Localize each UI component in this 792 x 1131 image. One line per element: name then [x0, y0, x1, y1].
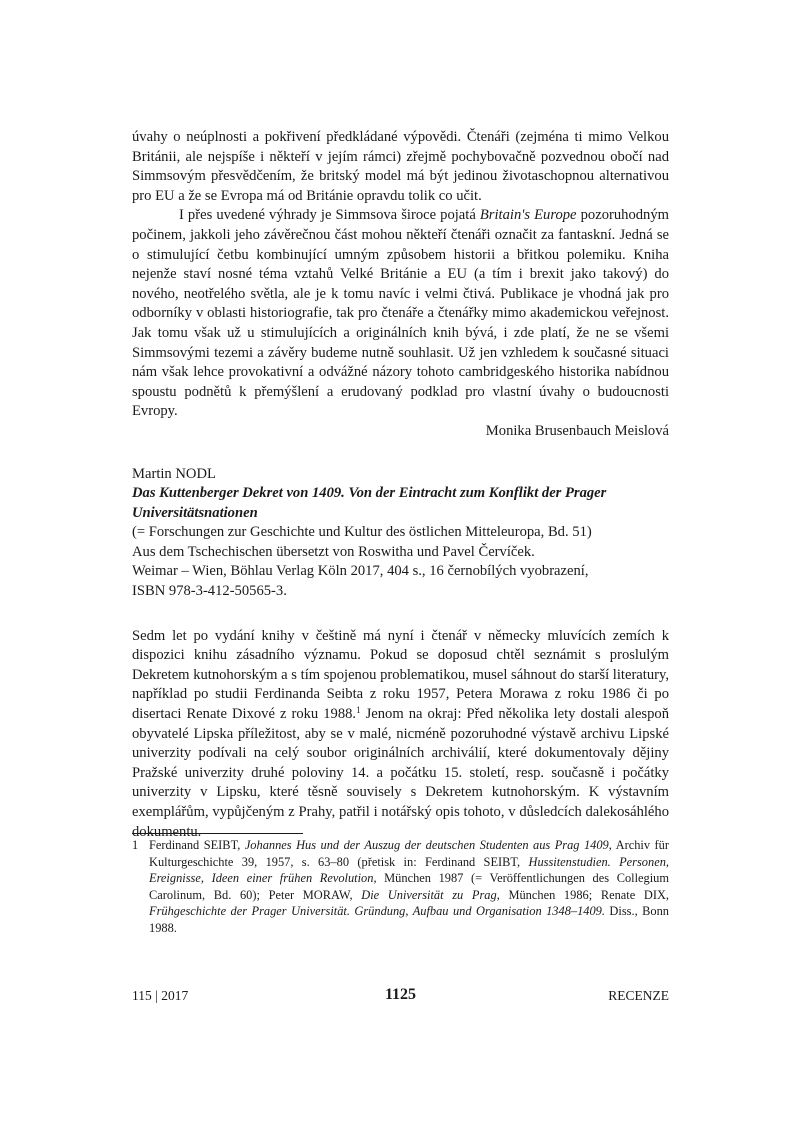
page-footer — [132, 988, 669, 1008]
text-run: Sedm let po vydání knihy v češtině má nyní i čtenář v německy mluvících zemích k dispozici knihu zásadního významu. Pokud se doposud chtěl seznámit s proslulým Dekretem kutnohorským a s tím spojenou problematikou, musel sáhnout do starší literatury, například po studii Ferdinanda Seibta z roku 1957, Petera Morawa z roku 1986 či po disertaci Renate Dixové z roku 1988. — [132, 627, 669, 723]
footnote-rule — [132, 833, 303, 834]
entry-isbn: ISBN 978-3-412-50565-3. — [132, 583, 287, 600]
footnote-number: 1 — [132, 838, 139, 852]
paragraph — [132, 206, 669, 422]
entry-series: (= Forschungen zur Geschichte und Kultur des östlichen Mitteleuropa, Bd. 51) — [132, 524, 592, 541]
entry-translation: Aus dem Tschechischen übersetzt von Roswitha und Pavel Červíček. — [132, 543, 535, 560]
entry-publisher: Weimar – Wien, Böhlau Verlag Köln 2017, 404 s., 16 černobílých vyobrazení, — [132, 563, 589, 580]
book-title-inline: Britain's Europe — [479, 207, 577, 224]
footnote-ref: 1 — [356, 705, 361, 716]
review-paragraph — [132, 627, 669, 843]
text-run: Jenom na okraj: Před několika lety dostali alespoň obyvatelé Lipska příležitost, aby se v malé, nicméně pozoruhodné výstavě archivu Lipské univerzity podívali na celý soubor originálních archiválií, které dokumentovaly dějiny Pražské univerzity druhé poloviny 14. a počátku 15. století, resp. současně i počátky univerzity v Lipsku, které těsně souvisely s Dekretem kutnohorským. K výstavním exemplářům, vypůjčeným z Prahy, patřil i notářský opis tohoto, v důsledcích dalekosáhlého dokumentu. — [132, 706, 669, 840]
section-label: RECENZE — [608, 988, 669, 1003]
text-run: I přes uvedené výhrady je Simmsova široce pojatá — [179, 207, 480, 224]
footnote-text: Ferdinand SEIBT, Johannes Hus und der Auszug der deutschen Studenten aus Prag 1409, Archiv für Kulturgeschichte 39, 1957, s. 63–80 (přetisk in: Ferdinand SEIBT, Hussitenstudien. Personen, Ereignisse, Ideen einer frühen Revolution, München 1987 (= Veröffentlichungen des Collegium Carolinum, Bd. 60); Peter MORAW, Die Universität zu Prag, München 1986; Renate DIX, Frühgeschichte der Prager Universität. Gründung, Aufbau und Organisation 1348–1409. Diss., Bonn 1988. — [149, 838, 670, 935]
entry-title: Das Kuttenberger Dekret von 1409. Von der Eintracht zum Konflikt der Prager Universitätsnationen — [132, 485, 607, 521]
reviewer-name: Monika Brusenbauch Meislová — [485, 422, 669, 439]
page-number: 1125 — [384, 986, 417, 1003]
main-text — [132, 128, 669, 842]
journal-issue: 115 | 2017 — [132, 988, 189, 1003]
footnote — [132, 837, 669, 937]
paragraph: úvahy o neúplnosti a pokřivení předkládané výpovědi. Čtenáři (zejména ti mimo Velkou Británii, ale nejspíše i někteří v jejím rámci) zřejmě pochybovačně pozvednou obočí nad Simmsovým přesvědčením, že britský model má být jedinou životaschopnou alternativou pro EU a že se Evropa má od Británie opravdu tolik co učit. — [132, 129, 669, 204]
bibliographic-entry — [132, 465, 669, 602]
text-run: pozoruhodným počinem, jakkoli jeho závěrečnou část mohou někteří čtenáři označit za fantaskní. Jedná se o stimulující četbu kombinující umným způsobem historii a břitkou polemiku. Kniha nejenže staví nosné téma vztahů Velké Británie a EU (a tím i brexit jako takový) do nového, neotřelého světla, ale je k tomu navíc i velmi čtivá. Publikace je vhodná jak pro odborníky v oblasti historiografie, tak pro čtenáře a čtenářky mimo akademickou veřejnost. Jak tomu však už u stimulujících a originálních knih bývá, i zde platí, že ne se všemi Simmsovými tezemi a závěry budeme nutně souhlasit. Už jen vzhledem k současné situaci nám však lehce provokativní a odvážné názory tohoto cambridgeského historika nabídnou spoustu podnětů k přemýšlení a erudovaný podklad pro vlastní úvahy o budoucnosti Evropy. — [132, 207, 669, 420]
entry-author: Martin NODL — [132, 465, 216, 482]
